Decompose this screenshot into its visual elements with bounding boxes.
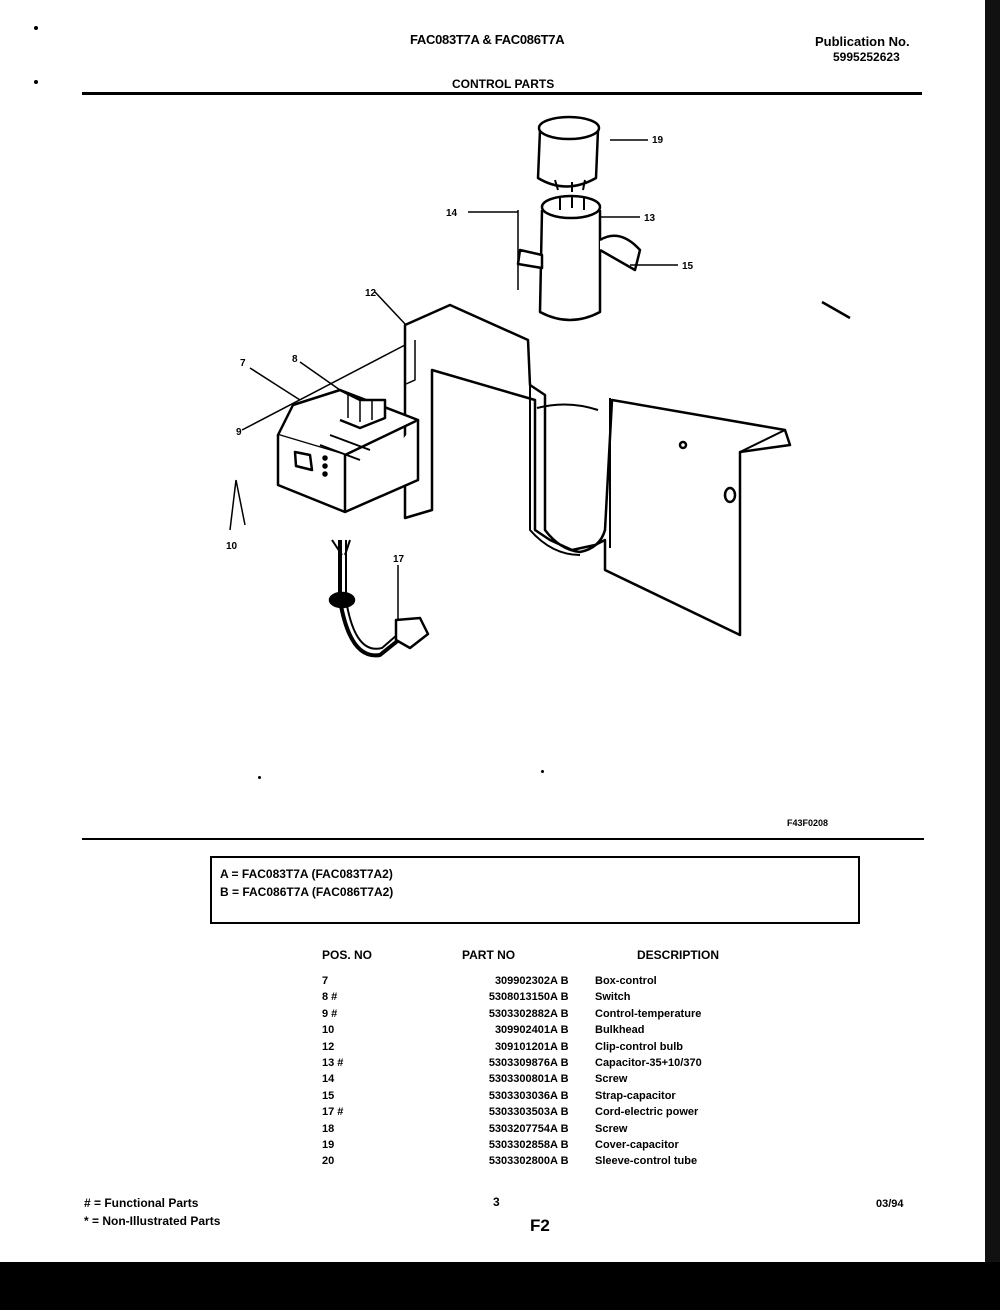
row-pos-no: 17 # (322, 1106, 344, 1119)
table-row (322, 1022, 795, 1038)
callout-label: 14 (446, 208, 458, 219)
table-row (322, 1006, 795, 1022)
row-pos-no: 13 # (322, 1057, 344, 1070)
row-applicability: A B (550, 1007, 569, 1020)
row-description: Screw (595, 1073, 628, 1086)
table-row (322, 1055, 795, 1071)
row-part-no: 309101201 (494, 1040, 550, 1053)
publication-label: Publication No. (815, 34, 910, 49)
publication-date: 03/94 (876, 1198, 904, 1210)
row-applicability: A B (550, 1155, 569, 1168)
callout-label: 9 (236, 427, 242, 438)
table-row (322, 1071, 795, 1087)
exploded-parts-diagram (200, 100, 860, 720)
row-applicability: A B (550, 1024, 569, 1037)
column-header-description: DESCRIPTION (637, 948, 720, 962)
row-description: Sleeve-control tube (595, 1155, 698, 1168)
capacitor-drawing (518, 196, 640, 320)
scan-speck (258, 776, 261, 779)
row-pos-no: 12 (322, 1040, 335, 1053)
figure-code: F43F0208 (787, 818, 829, 828)
table-row (322, 973, 795, 989)
row-applicability: A B (550, 1089, 569, 1102)
row-part-no: 309902302 (494, 975, 550, 987)
legend-non-illustrated-parts: * = Non-Illustrated Parts (84, 1214, 221, 1228)
row-applicability: A B (550, 1057, 569, 1070)
row-part-no: 5303300801 (488, 1073, 550, 1086)
scan-border-bottom (0, 1262, 1000, 1310)
callout-label: 7 (240, 358, 246, 369)
row-applicability: A B (550, 1122, 569, 1135)
row-applicability: A B (550, 975, 569, 987)
row-description: Clip-control bulb (595, 1040, 683, 1053)
margin-mark (34, 80, 38, 84)
scan-mark (820, 298, 852, 322)
callout-label: 12 (365, 288, 377, 299)
row-part-no: 5308013150 (488, 991, 550, 1004)
table-row (322, 1088, 795, 1104)
column-header-part-no: PART NO (462, 948, 516, 962)
row-part-no: 5303303503 (488, 1106, 550, 1119)
figure-divider (82, 838, 924, 840)
capacitor-cover-drawing (538, 117, 599, 192)
callout-label: 13 (644, 213, 656, 224)
model-a-label: A = FAC083T7A (FAC083T7A2) (220, 867, 393, 881)
bulkhead-drawing (405, 305, 790, 635)
row-description: Bulkhead (595, 1024, 645, 1037)
row-description: Cord-electric power (595, 1106, 699, 1119)
row-applicability: A B (550, 1139, 569, 1152)
margin-mark (34, 26, 38, 30)
row-description: Switch (595, 991, 631, 1004)
table-row (322, 1104, 795, 1120)
row-pos-no: 19 (322, 1139, 335, 1152)
model-b-label: B = FAC086T7A (FAC086T7A2) (220, 885, 394, 899)
row-applicability: A B (550, 1040, 569, 1053)
power-cord-drawing (330, 540, 428, 655)
row-part-no: 5303303036 (488, 1089, 550, 1102)
page-number: 3 (493, 1195, 500, 1209)
row-pos-no: 18 (322, 1122, 335, 1135)
row-description: Box-control (595, 975, 657, 987)
callout-label: 17 (393, 554, 405, 565)
publication-number: 5995252623 (833, 50, 900, 64)
row-pos-no: 10 (322, 1024, 335, 1037)
page-code: F2 (530, 1216, 550, 1235)
row-part-no: 5303309876 (488, 1057, 550, 1070)
row-description: Control-temperature (595, 1007, 702, 1020)
callout-label: 15 (682, 261, 694, 272)
table-row (322, 1153, 795, 1169)
model-legend-box (210, 856, 860, 924)
table-row (322, 1039, 795, 1055)
legend-functional-parts: # = Functional Parts (84, 1196, 199, 1210)
callout-label: 19 (652, 135, 664, 146)
column-header-pos-no: POS. NO (322, 948, 373, 962)
row-applicability: A B (550, 991, 569, 1004)
scan-speck (541, 770, 544, 773)
callout-label: 10 (226, 541, 238, 552)
row-pos-no: 20 (322, 1155, 335, 1168)
row-pos-no: 14 (322, 1073, 335, 1086)
row-part-no: 5303207754 (488, 1122, 550, 1135)
row-applicability: A B (550, 1106, 569, 1119)
row-description: Cover-capacitor (595, 1139, 679, 1152)
row-part-no: 5303302882 (488, 1007, 550, 1020)
row-part-no: 5303302858 (488, 1139, 550, 1152)
row-pos-no: 15 (322, 1089, 335, 1102)
row-pos-no: 7 (322, 975, 329, 987)
row-description: Screw (595, 1122, 628, 1135)
row-part-no: 5303302800 (488, 1155, 550, 1168)
callout-label: 8 (292, 354, 298, 365)
row-pos-no: 8 # (322, 991, 338, 1004)
page-header-title: FAC083T7A & FAC086T7A (410, 32, 565, 47)
control-box-drawing (278, 390, 418, 512)
scan-border-right (985, 0, 1000, 1262)
table-row (322, 1137, 795, 1153)
section-title: CONTROL PARTS (452, 77, 555, 91)
row-part-no: 309902401 (494, 1024, 550, 1037)
parts-table (322, 973, 795, 1170)
header-divider (82, 92, 922, 95)
row-pos-no: 9 # (322, 1007, 338, 1020)
table-row (322, 989, 795, 1005)
table-row (322, 1121, 795, 1137)
row-description: Capacitor-35+10/370 (595, 1057, 702, 1070)
row-description: Strap-capacitor (595, 1089, 676, 1102)
row-applicability: A B (550, 1073, 569, 1086)
